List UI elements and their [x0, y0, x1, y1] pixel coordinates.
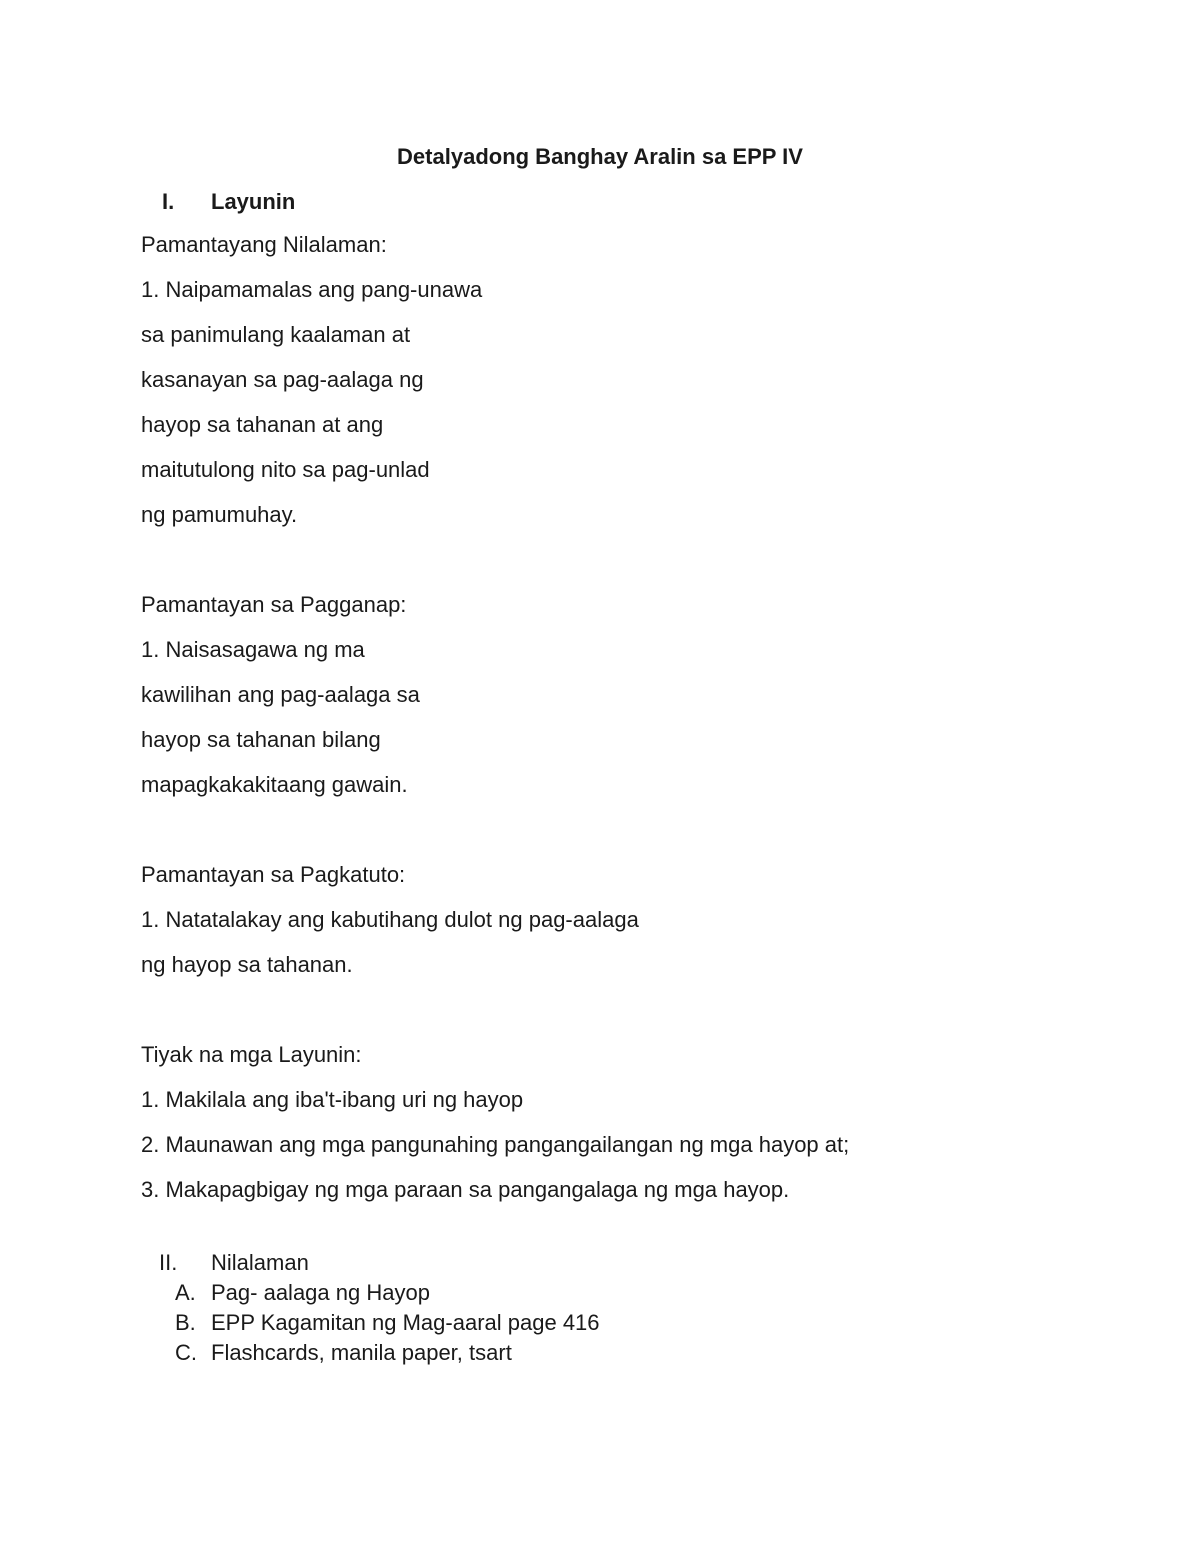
section-numeral: I. [162, 189, 175, 214]
list-item-text: EPP Kagamitan ng Mag-aaral page 416 [211, 1310, 600, 1335]
text-line: kawilihan ang pag-aalaga sa [141, 682, 420, 707]
text-line: hayop sa tahanan bilang [141, 727, 381, 752]
section-heading-text: Nilalaman [211, 1250, 309, 1275]
text-line: 1. Naipamamalas ang pang-unawa [141, 277, 483, 302]
text-line: mapagkakakitaang gawain. [141, 772, 408, 797]
pagkatuto-standard-block [141, 860, 639, 995]
list-item-text: Flashcards, manila paper, tsart [211, 1340, 512, 1365]
list-letter: A. [175, 1280, 196, 1305]
block-label: Pamantayan sa Pagkatuto: [141, 862, 406, 887]
document-title: Detalyadong Banghay Aralin sa EPP IV [397, 144, 803, 169]
section-heading-layunin [162, 187, 295, 217]
list-letter: B. [175, 1310, 196, 1335]
section-heading-nilalaman [159, 1248, 600, 1278]
text-line: ng hayop sa tahanan. [141, 952, 353, 977]
list-item [159, 1308, 600, 1338]
block-label: Tiyak na mga Layunin: [141, 1042, 362, 1067]
text-line: 3. Makapagbigay ng mga paraan sa pangangalaga ng mga hayop. [141, 1177, 790, 1202]
text-line: 1. Makilala ang iba't-ibang uri ng hayop [141, 1087, 524, 1112]
list-letter: C. [175, 1340, 197, 1365]
nilalaman-standard-block [141, 230, 482, 545]
text-line: ng pamumuhay. [141, 502, 298, 527]
section-heading-text: Layunin [211, 189, 296, 214]
list-item [159, 1338, 600, 1368]
text-line: kasanayan sa pag-aalaga ng [141, 367, 424, 392]
tiyak-layunin-block [141, 1040, 849, 1220]
pagganap-standard-block [141, 590, 420, 815]
text-line: maitutulong nito sa pag-unlad [141, 457, 430, 482]
list-item [159, 1278, 600, 1308]
text-line: 2. Maunawan ang mga pangunahing pangangailangan ng mga hayop at; [141, 1132, 850, 1157]
text-line: 1. Natatalakay ang kabutihang dulot ng pag-aalaga [141, 907, 639, 932]
block-label: Pamantayan sa Pagganap: [141, 592, 407, 617]
block-label: Pamantayang Nilalaman: [141, 232, 387, 257]
section-nilalaman [159, 1248, 600, 1368]
text-line: 1. Naisasagawa ng ma [141, 637, 365, 662]
text-line: hayop sa tahanan at ang [141, 412, 384, 437]
text-line: sa panimulang kaalaman at [141, 322, 411, 347]
section-numeral: II. [159, 1250, 178, 1275]
list-item-text: Pag- aalaga ng Hayop [211, 1280, 430, 1305]
